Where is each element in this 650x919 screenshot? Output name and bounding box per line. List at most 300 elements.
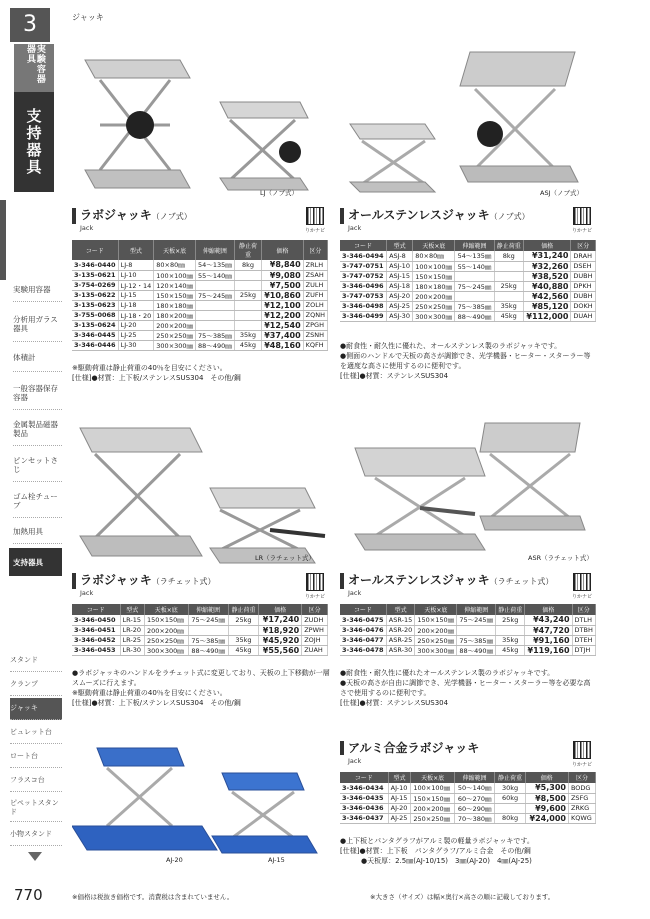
lj-price-table [72, 240, 328, 351]
table-row [340, 271, 596, 281]
load: 35kg [228, 635, 258, 645]
price: ¥119,160 [525, 645, 572, 655]
product-code: 3-346-0451 [72, 625, 120, 635]
column-header: 静止荷重 [234, 240, 262, 260]
load [496, 625, 525, 635]
column-header: コード [340, 240, 387, 251]
qr-label: りかナビ [305, 228, 326, 234]
load: 30kg [495, 783, 525, 793]
table-row [340, 813, 596, 823]
table-header-row [72, 240, 328, 260]
product-code: 3-346-0450 [72, 615, 120, 625]
product-code: 3-346-0436 [340, 803, 388, 813]
asr-title-suffix: （ラチェット式） [489, 577, 554, 586]
product-code: 3-346-0498 [340, 301, 387, 311]
plate-size: 100×100㎜ [411, 783, 455, 793]
product-code: 3-346-0445 [72, 330, 118, 340]
table-row [72, 635, 328, 645]
model: ASR-30 [386, 645, 415, 655]
table-row [340, 783, 596, 793]
product-code: 3-346-0435 [340, 793, 388, 803]
aj-note: [仕様]●材質：上下板 パンタグラフ/アルミ合金 その他/鋼 [340, 847, 531, 855]
price: ¥12,100 [262, 300, 303, 310]
asj-title [340, 208, 530, 224]
stroke-range: 75〜245㎜ [188, 615, 228, 625]
lr-price-table [72, 604, 328, 656]
load: 60kg [495, 793, 525, 803]
load: 45kg [494, 311, 523, 321]
model: LR-15 [120, 615, 144, 625]
model: LJ-18・20 [118, 310, 154, 320]
column-header: 区分 [572, 604, 595, 615]
category-code: DTEH [572, 635, 595, 645]
stroke-range: 88〜490㎜ [455, 311, 494, 321]
load [234, 300, 262, 310]
plate-size: 180×180㎜ [413, 281, 455, 291]
column-header: 静止荷重 [496, 604, 525, 615]
load: 35kg [496, 635, 525, 645]
product-code: 3-346-0477 [340, 635, 386, 645]
chapter-subcategory: 支持器具 [14, 92, 54, 192]
column-header: 区分 [571, 240, 596, 251]
load: 25kg [234, 290, 262, 300]
table-row [72, 330, 328, 340]
table-row [72, 320, 328, 330]
model: ASR-15 [386, 615, 415, 625]
stroke-range: 70〜380㎜ [454, 813, 494, 823]
scroll-down-icon[interactable] [28, 852, 42, 861]
model: AJ-25 [388, 813, 411, 823]
price: ¥37,400 [262, 330, 303, 340]
aj-note: ●天板厚：2.5㎜(AJ-10/15) 3㎜(AJ-20) 4㎜(AJ-25) [340, 857, 532, 865]
column-header: 価格 [262, 240, 303, 260]
stroke-range: 75〜245㎜ [457, 615, 496, 625]
category-code: DUBH [571, 291, 596, 301]
lj-subtitle: Jack [80, 224, 94, 232]
table-header-row [72, 604, 328, 615]
table-row [340, 281, 596, 291]
plate-size: 200×200㎜ [154, 320, 196, 330]
plate-size: 80×80㎜ [413, 251, 455, 261]
column-header: 区分 [568, 772, 595, 783]
asr-subtitle: Jack [348, 589, 362, 597]
load [495, 803, 525, 813]
aj-notes [340, 836, 598, 866]
subnav-item[interactable]: クランプ [10, 674, 62, 696]
category-code: DTBH [572, 625, 595, 635]
product-code: 3-747-0753 [340, 291, 387, 301]
stroke-range [196, 280, 235, 290]
model: ASJ-10 [387, 261, 413, 271]
column-header: 伸縮範囲 [196, 240, 235, 260]
model: LJ-30 [118, 340, 154, 350]
qr-code-icon[interactable] [573, 573, 591, 591]
price: ¥48,160 [262, 340, 303, 350]
lr-product-image [70, 418, 335, 568]
stroke-range [455, 271, 494, 281]
product-code: 3-346-0452 [72, 635, 120, 645]
lj-product-image [70, 40, 330, 198]
sidebar-item[interactable]: 一般容器保存容器 [13, 376, 62, 410]
category-code: ZSFG [568, 793, 595, 803]
model: LR-25 [120, 635, 144, 645]
price: ¥85,120 [523, 301, 571, 311]
asr-note: ●耐食性・耐久性に優れたオールステンレス製のラボジャッキです。 [340, 669, 555, 677]
category-code: ZSNH [303, 330, 327, 340]
plate-size: 300×300㎜ [154, 340, 196, 350]
category-code: DPKH [571, 281, 596, 291]
table-row [72, 340, 328, 350]
category-code: DOKH [571, 301, 596, 311]
model: ASR-20 [386, 625, 415, 635]
chapter-category: 実験容器器具 [14, 44, 54, 92]
model: ASJ-20 [387, 291, 413, 301]
price: ¥31,240 [523, 251, 571, 261]
product-code: 3-346-0475 [340, 615, 386, 625]
price: ¥17,240 [259, 615, 302, 625]
model: ASJ-8 [387, 251, 413, 261]
price: ¥5,300 [525, 783, 568, 793]
column-header: 伸縮範囲 [188, 604, 228, 615]
price: ¥91,160 [525, 635, 572, 645]
lr-image-caption: LR（ラチェット式） [255, 554, 315, 562]
table-row [340, 301, 596, 311]
category-code: BODG [568, 783, 595, 793]
load: 8kg [494, 251, 523, 261]
asj-note: [仕様]●材質：ステンレスSUS304 [340, 372, 449, 380]
plate-size: 250×250㎜ [413, 301, 455, 311]
load: 25kg [494, 281, 523, 291]
subnav-item[interactable]: ピペットスタンド [10, 794, 62, 822]
plate-size: 150×150㎜ [415, 615, 457, 625]
load: 80kg [495, 813, 525, 823]
lr-note: [仕様]●材質：上下板/ステンレスSUS304 その他/鋼 [72, 699, 241, 707]
plate-size: 120×140㎜ [154, 280, 196, 290]
asj-title-suffix: （ノブ式） [489, 212, 530, 221]
qr-code-icon[interactable] [573, 741, 591, 759]
asj-title-text: オールステンレスジャッキ [348, 208, 490, 222]
asr-title [340, 573, 553, 589]
plate-size: 250×250㎜ [145, 635, 189, 645]
subnav-item[interactable]: ビュレット台 [10, 722, 62, 744]
table-row [72, 280, 328, 290]
product-code: 3-346-0499 [340, 311, 387, 321]
column-header: 価格 [523, 240, 571, 251]
table-header-row [340, 240, 596, 251]
table-row [340, 311, 596, 321]
model: LJ-8 [118, 260, 154, 270]
plate-size: 150×150㎜ [413, 271, 455, 281]
subnav-item-active[interactable]: ジャッキ [10, 698, 62, 720]
product-code: 3-346-0476 [340, 625, 386, 635]
asj-note: ●耐食性・耐久性に優れた、オールステンレス製のラボジャッキです。 [340, 342, 562, 350]
price: ¥40,880 [523, 281, 571, 291]
category-code: DTJH [572, 645, 595, 655]
stroke-range [196, 320, 235, 330]
asj-note: ●側面のハンドルで天板の高さが調節でき、光学機器・ヒーター・スターラー等を適度な高さに使用するのに便利です。 [340, 352, 591, 370]
column-header: コード [340, 604, 386, 615]
asr-price-table [340, 604, 596, 656]
sidebar-item[interactable]: 分析用ガラス器具 [13, 306, 62, 342]
price: ¥8,840 [262, 260, 303, 270]
column-header: 型式 [386, 604, 415, 615]
stroke-range [196, 300, 235, 310]
column-header: 区分 [303, 240, 327, 260]
subnav-item[interactable]: ロート台 [10, 746, 62, 768]
table-row [72, 310, 328, 320]
column-header: 天板×底 [145, 604, 189, 615]
subnav-item[interactable]: スタンド [10, 650, 62, 672]
column-header: 天板×底 [413, 240, 455, 251]
table-row [72, 260, 328, 270]
category-code: ZUDH [302, 615, 328, 625]
lr-notes [72, 668, 330, 708]
stroke-range [188, 625, 228, 635]
load: 25kg [228, 615, 258, 625]
column-header: 区分 [302, 604, 328, 615]
column-header: 型式 [120, 604, 144, 615]
product-code: 3-346-0440 [72, 260, 118, 270]
page-number: 770 [14, 886, 43, 904]
price: ¥24,000 [525, 813, 568, 823]
model: ASJ-25 [387, 301, 413, 311]
sidebar-item-active[interactable]: 支持器具 [9, 548, 62, 576]
model: ASJ-18 [387, 281, 413, 291]
category-code: DRAH [571, 251, 596, 261]
price: ¥9,600 [525, 803, 568, 813]
aj-title [340, 741, 479, 755]
price: ¥8,500 [525, 793, 568, 803]
column-header: 静止荷重 [495, 772, 525, 783]
load [234, 280, 262, 290]
table-row [72, 615, 328, 625]
lj-note: [仕様]●材質：上下板/ステンレスSUS304 その他/鋼 [72, 374, 241, 382]
product-code: 3-346-0437 [340, 813, 388, 823]
load [494, 271, 523, 281]
sidebar-item[interactable]: 金属製品磁器製品 [13, 412, 62, 446]
plate-size: 150×150㎜ [145, 615, 189, 625]
lj-title-suffix: （ノブ式） [151, 212, 192, 221]
category-code: ZPWH [302, 625, 328, 635]
stroke-range: 75〜385㎜ [196, 330, 235, 340]
plate-size: 150×150㎜ [154, 290, 196, 300]
asr-title-text: オールステンレスジャッキ [348, 573, 490, 587]
price: ¥12,540 [262, 320, 303, 330]
category-code: DSEH [571, 261, 596, 271]
load [234, 310, 262, 320]
stroke-range: 54〜135㎜ [196, 260, 235, 270]
plate-size: 250×250㎜ [154, 330, 196, 340]
stroke-range [455, 291, 494, 301]
aj-title-text: アルミ合金ラボジャッキ [348, 741, 480, 755]
lj-notes [72, 363, 330, 383]
column-header: 天板×底 [411, 772, 455, 783]
aj-price-table [340, 772, 596, 824]
sidebar-item[interactable]: ピンセットさじ [13, 448, 62, 482]
table-row [340, 645, 596, 655]
product-code: 3-135-0623 [72, 300, 118, 310]
plate-size: 150×150㎜ [411, 793, 455, 803]
chapter-number: 3 [10, 8, 50, 42]
column-header: コード [340, 772, 388, 783]
column-header: 価格 [525, 604, 572, 615]
qr-code-icon[interactable] [306, 207, 324, 225]
stroke-range: 75〜245㎜ [455, 281, 494, 291]
product-code: 3-755-0068 [72, 310, 118, 320]
stroke-range: 50〜140㎜ [454, 783, 494, 793]
column-header: 伸縮範囲 [457, 604, 496, 615]
category-code: ZRKG [568, 803, 595, 813]
asj-notes [340, 341, 596, 381]
stroke-range: 55〜140㎜ [196, 270, 235, 280]
model: LJ-10 [118, 270, 154, 280]
stroke-range: 88〜490㎜ [196, 340, 235, 350]
lr-note: ●ラボジャッキのハンドルをラチェット式に変更しており、天板の上下移動が一層スムーズに行えます。 [72, 669, 330, 687]
sidebar [0, 0, 62, 919]
plate-size: 300×300㎜ [145, 645, 189, 655]
asr-image-caption: ASR（ラチェット式） [528, 554, 593, 562]
price: ¥32,260 [523, 261, 571, 271]
column-header: コード [72, 604, 120, 615]
qr-code-icon[interactable] [306, 573, 324, 591]
stroke-range [196, 310, 235, 320]
price: ¥7,500 [262, 280, 303, 290]
stroke-range: 60〜270㎜ [454, 793, 494, 803]
table-row [340, 615, 596, 625]
load [494, 261, 523, 271]
price: ¥10,860 [262, 290, 303, 300]
table-row [72, 625, 328, 635]
column-header: 天板×底 [415, 604, 457, 615]
model: AJ-20 [388, 803, 411, 813]
model: ASJ-30 [387, 311, 413, 321]
sidebar-item[interactable]: ゴム栓チューブ [13, 484, 62, 518]
load: 45kg [228, 645, 258, 655]
lr-subtitle: Jack [80, 589, 94, 597]
product-code: 3-135-0622 [72, 290, 118, 300]
footer-size-note: ※大きさ（サイズ）は幅×奥行×高さの順に記載しております。 [370, 893, 555, 901]
category-code: ZQNH [303, 310, 327, 320]
asr-note: [仕様]●材質：ステンレスSUS304 [340, 699, 449, 707]
plate-size: 100×100㎜ [154, 270, 196, 280]
category-code: KQFH [303, 340, 327, 350]
price: ¥18,920 [259, 625, 302, 635]
sidebar-item[interactable]: 実験用容器 [13, 278, 62, 302]
lj-image-caption: LJ（ノブ式） [260, 189, 299, 197]
asr-note: ●天板の高さが自由に調節でき、光学機器・ヒーター・スターラー等を必要な高さで使用するのに便利です。 [340, 679, 591, 697]
column-header: 型式 [118, 240, 154, 260]
product-code: 3-346-0446 [72, 340, 118, 350]
qr-label: りかナビ [305, 594, 326, 600]
table-row [72, 290, 328, 300]
column-header: コード [72, 240, 118, 260]
model: LJ-20 [118, 320, 154, 330]
asj-price-table [340, 240, 596, 322]
table-row [340, 261, 596, 271]
plate-size: 100×100㎜ [413, 261, 455, 271]
asj-image-caption: ASJ（ノブ式） [540, 189, 583, 197]
aj-product-image [72, 738, 330, 868]
column-header: 伸縮範囲 [455, 240, 494, 251]
column-header: 型式 [387, 240, 413, 251]
price: ¥12,200 [262, 310, 303, 320]
model: AJ-15 [388, 793, 411, 803]
table-row [340, 793, 596, 803]
asj-product-image [340, 44, 585, 194]
lj-note: ※駆動荷重は静止荷重の40％を目安にください。 [72, 364, 227, 372]
category-code: ZPGH [303, 320, 327, 330]
table-row [340, 251, 596, 261]
product-code: 3-346-0478 [340, 645, 386, 655]
table-header-row [340, 604, 596, 615]
asj-subtitle: Jack [348, 224, 362, 232]
plate-size: 250×250㎜ [415, 635, 457, 645]
model: ASR-25 [386, 635, 415, 645]
price: ¥112,000 [523, 311, 571, 321]
asr-notes [340, 668, 596, 708]
column-header: 伸縮範囲 [454, 772, 494, 783]
plate-size: 200×200㎜ [415, 625, 457, 635]
sidebar-item[interactable]: 体積計 [13, 344, 62, 372]
table-header-row [340, 772, 596, 783]
category-code: ZULH [303, 280, 327, 290]
load: 45kg [234, 340, 262, 350]
qr-code-icon[interactable] [573, 207, 591, 225]
product-code: 3-346-0494 [340, 251, 387, 261]
load [494, 291, 523, 301]
product-code: 3-754-0269 [72, 280, 118, 290]
lj-title [72, 208, 192, 224]
product-code: 3-346-0453 [72, 645, 120, 655]
aj-image-caption-2: AJ-15 [268, 856, 285, 864]
column-header: 静止荷重 [228, 604, 258, 615]
product-code: 3-346-0496 [340, 281, 387, 291]
lj-title-text: ラボジャッキ [80, 208, 152, 222]
stroke-range: 88〜490㎜ [188, 645, 228, 655]
load: 35kg [494, 301, 523, 311]
load: 35kg [234, 330, 262, 340]
table-row [340, 625, 596, 635]
model: LR-20 [120, 625, 144, 635]
price: ¥45,920 [259, 635, 302, 645]
model: LJ-25 [118, 330, 154, 340]
lr-title [72, 573, 216, 589]
stroke-range: 55〜140㎜ [455, 261, 494, 271]
footer-tax-note: ※価格は税抜き価格です。消費税は含まれていません。 [72, 893, 234, 901]
aj-subtitle: Jack [348, 757, 362, 765]
subnav-item[interactable]: 小物スタンド [10, 824, 62, 846]
plate-size: 180×200㎜ [154, 310, 196, 320]
lr-title-suffix: （ラチェット式） [151, 577, 216, 586]
plate-size: 300×300㎜ [413, 311, 455, 321]
model: LJ-18 [118, 300, 154, 310]
model: ASJ-15 [387, 271, 413, 281]
qr-label: りかナビ [572, 594, 593, 600]
product-code: 3-346-0434 [340, 783, 388, 793]
lr-title-text: ラボジャッキ [80, 573, 152, 587]
plate-size: 80×80㎜ [154, 260, 196, 270]
table-row [340, 635, 596, 645]
sidebar-item[interactable]: 加熱用具 [13, 520, 62, 544]
product-code: 3-747-0752 [340, 271, 387, 281]
qr-label: りかナビ [572, 228, 593, 234]
load: 45kg [496, 645, 525, 655]
load: 25kg [496, 615, 525, 625]
plate-size: 250×250㎜ [411, 813, 455, 823]
column-header: 価格 [525, 772, 568, 783]
subnav-item[interactable]: フラスコ台 [10, 770, 62, 792]
column-header: 静止荷重 [494, 240, 523, 251]
